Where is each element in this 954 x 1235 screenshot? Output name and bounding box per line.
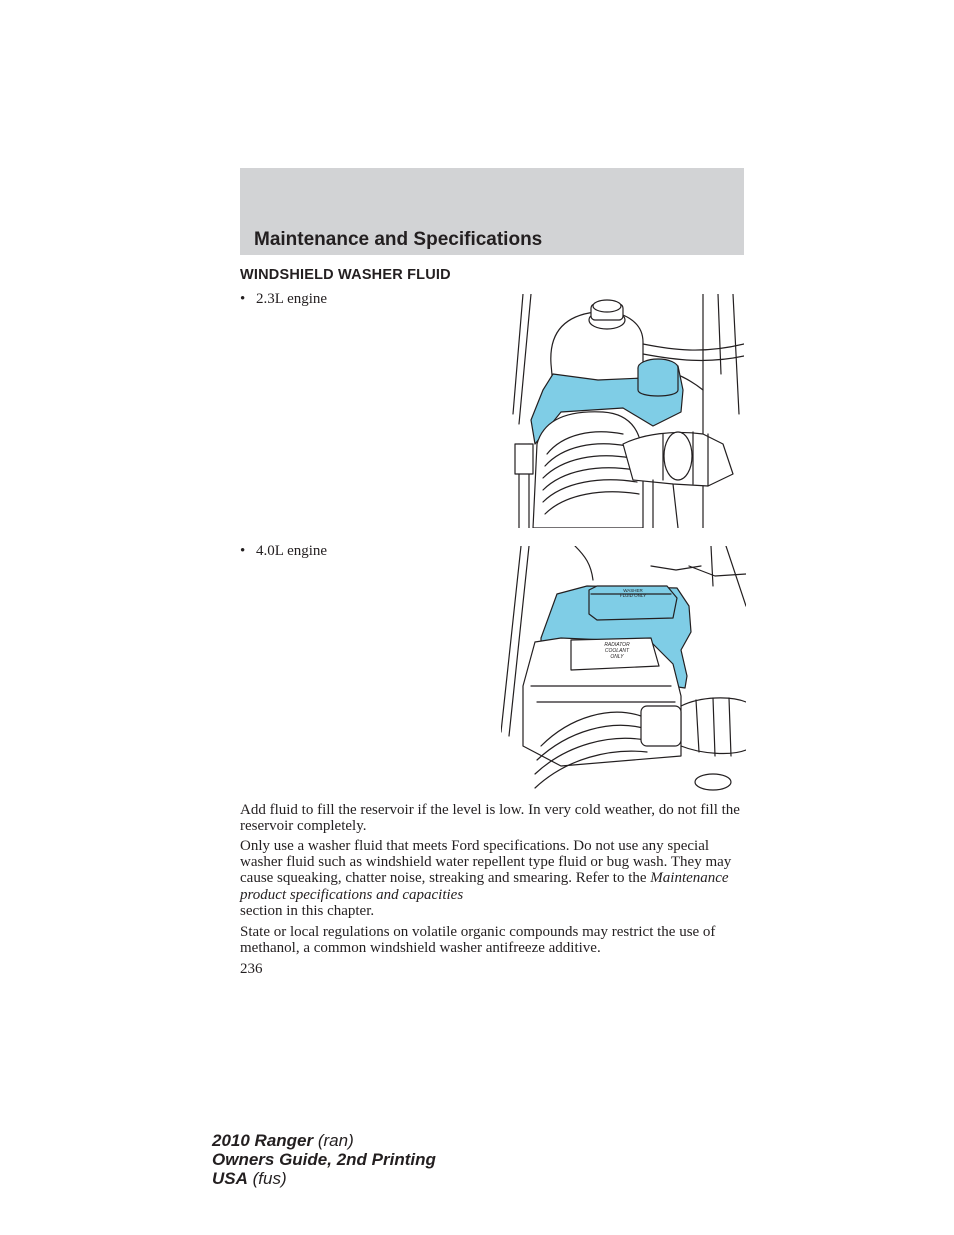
bullet-label: 2.3L engine bbox=[256, 291, 328, 307]
coolant-label-line: ONLY bbox=[610, 654, 624, 661]
bullet-dot: • bbox=[240, 543, 246, 559]
coolant-cap-label bbox=[595, 642, 639, 661]
page-number: 236 bbox=[240, 961, 263, 977]
footer-market: USA bbox=[212, 1169, 248, 1188]
engine-4-0l-illustration bbox=[501, 546, 746, 792]
document-footer bbox=[212, 1131, 436, 1188]
footer-model-code: (ran) bbox=[317, 1131, 354, 1150]
bullet-item-2-3l bbox=[240, 291, 327, 308]
section-title: WINDSHIELD WASHER FLUID bbox=[240, 267, 451, 283]
engine-2-3l-illustration bbox=[503, 294, 744, 528]
paragraph-text: section in this chapter. bbox=[240, 902, 375, 919]
chapter-title: Maintenance and Specifications bbox=[254, 229, 543, 250]
bullet-label: 4.0L engine bbox=[256, 543, 328, 559]
footer-market-code: (fus) bbox=[252, 1169, 287, 1188]
paragraph-fluid-spec bbox=[240, 838, 744, 919]
footer-model: 2010 Ranger bbox=[212, 1131, 314, 1150]
paragraph-regulations: State or local regulations on volatile organic compounds may restrict the use of methanol, a common windshield washer antifreeze additive. bbox=[240, 924, 716, 957]
coolant-label-line: COOLANT bbox=[604, 648, 630, 655]
chapter-header-band bbox=[240, 168, 744, 255]
coolant-label-line: RADIATOR bbox=[604, 642, 630, 648]
paragraph-text: Only use a washer fluid that meets Ford specifications. Do not use any special washer fluid such as windshield water repellent type fluid or bug wash. They may cause squeaking, chatter noise, streaking and smearing. Refer to the bbox=[240, 838, 732, 887]
footer-edition: Owners Guide, 2nd Printing bbox=[212, 1150, 436, 1169]
bullet-item-4-0l bbox=[240, 543, 327, 560]
section-reference: Maintenance product specifications and capacities bbox=[240, 870, 729, 903]
washer-cap-label: WASHER FLUID ONLY bbox=[619, 588, 647, 598]
bullet-dot: • bbox=[240, 291, 246, 307]
paragraph-fill-instructions: Add fluid to fill the reservoir if the level is low. In very cold weather, do not fill the reservoir completely. bbox=[240, 802, 740, 835]
